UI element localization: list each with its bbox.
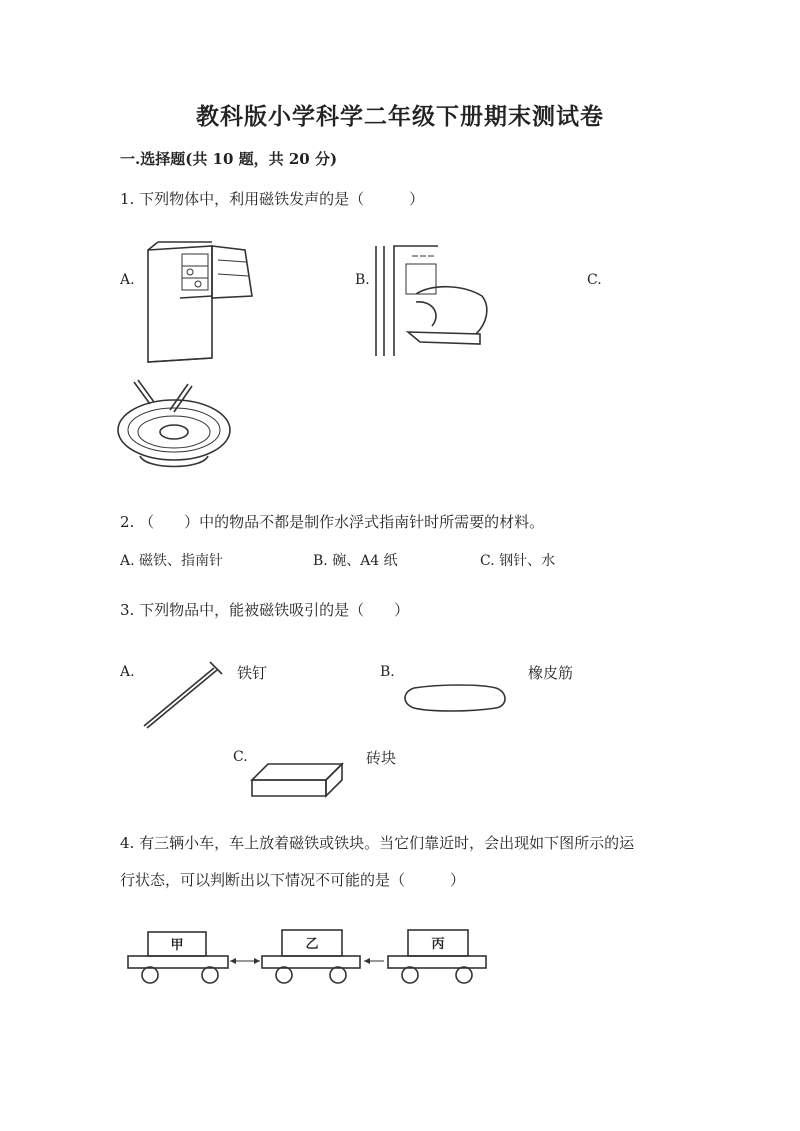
iron-nail-image [140,660,225,730]
q1-option-b: B. [355,272,370,288]
q2-option-b: B. 碗、A4 纸 [313,553,398,569]
rubber-band-image [400,682,510,712]
cart-bing [388,930,486,983]
cart-jia-label: 甲 [170,938,184,953]
three-carts-diagram [126,920,496,990]
question-1: 1. 下列物体中，利用磁铁发声的是（ ） [120,190,425,208]
question-3: 3. 下列物品中，能被磁铁吸引的是（ ） [120,601,410,619]
cart-jia [128,932,228,983]
q1-option-a: A. [120,272,135,288]
refrigerator-image [140,240,260,365]
arrow-yi-bing [364,958,384,964]
brick-image [248,760,348,800]
cart-bing-label: 丙 [431,937,445,952]
q3-option-b-letter: B. [380,664,395,680]
cart-yi [262,930,360,983]
section-heading: 一.选择题(共 10 题，共 20 分) [120,150,338,168]
question-2: 2. （ ）中的物品不都是制作水浮式指南针时所需要的材料。 [120,513,545,531]
q3-option-c-letter: C. [233,749,248,765]
q3-option-b-label: 橡皮筋 [528,664,574,682]
arrow-jia-yi [230,958,260,964]
q2-option-a: A. 磁铁、指南针 [120,553,224,569]
cart-yi-label: 乙 [305,937,319,952]
q3-option-c-label: 砖块 [366,749,397,767]
question-4-line-1: 4. 有三辆小车，车上放着磁铁或铁块。当它们靠近时，会出现如下图所示的运 [120,834,635,852]
q3-option-a-letter: A. [120,664,135,680]
q3-option-a-label: 铁钉 [237,664,268,682]
page-title: 教科版小学科学二年级下册期末测试卷 [196,103,604,130]
door-card-lock-image [372,244,497,359]
q1-option-c: C. [587,272,602,288]
speaker-magnet-image [110,370,240,480]
q2-option-c: C. 钢针、水 [480,553,556,569]
question-4-line-2: 行状态，可以判断出以下情况不可能的是（ ） [120,871,466,889]
